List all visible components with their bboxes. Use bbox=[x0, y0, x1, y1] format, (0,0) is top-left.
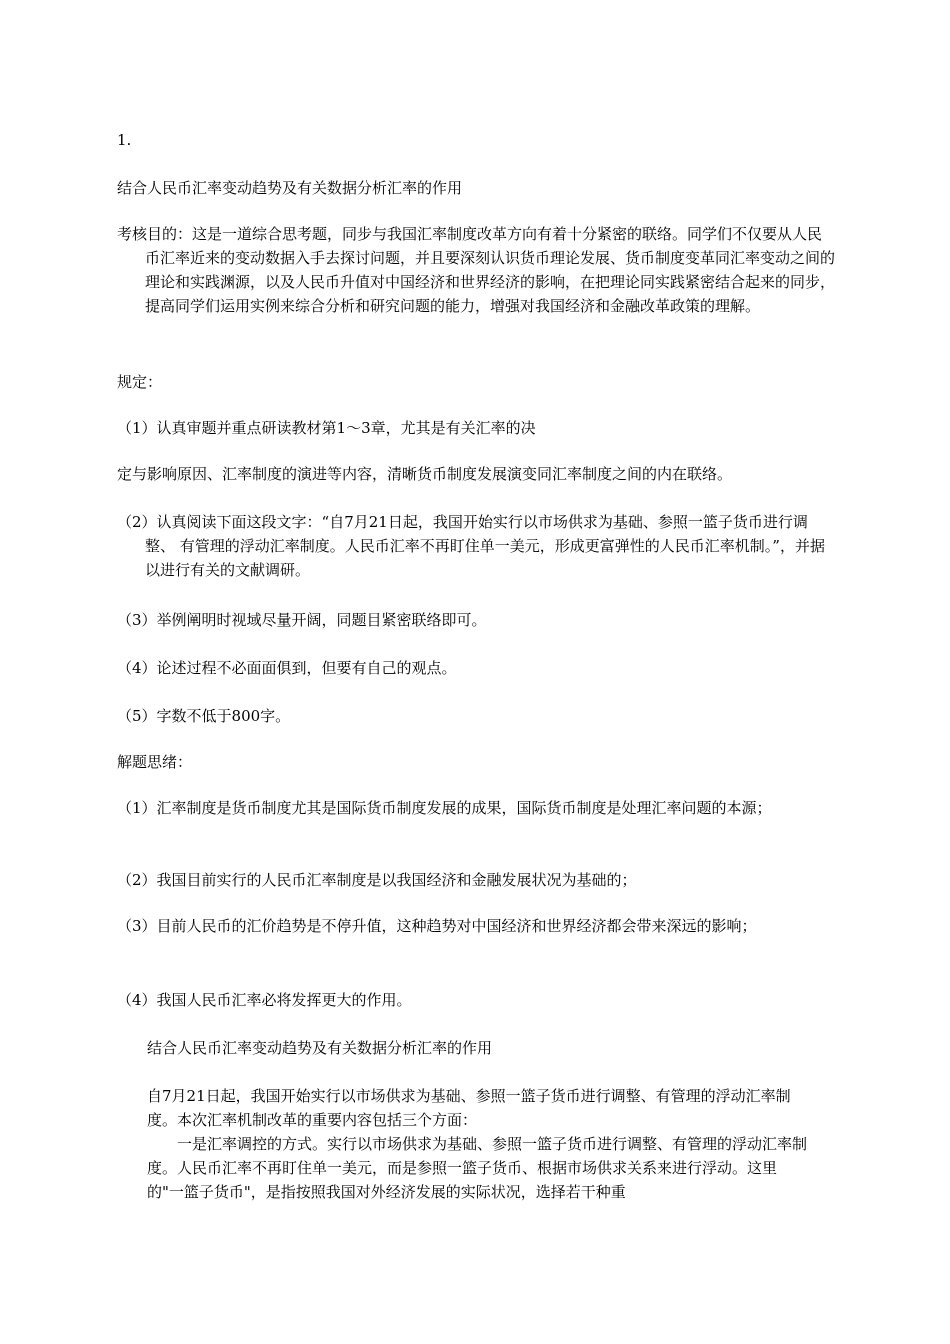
idea-2: （2）我国目前实行的人民币汇率制度是以我国经济和金融发展状况为基础的； bbox=[117, 871, 637, 889]
rules-heading: 规定： bbox=[117, 373, 163, 391]
rule-5: （5）字数不低于800字。 bbox=[117, 707, 291, 725]
idea-1: （1）汇率制度是货币制度尤其是国际货币制度发展的成果，国际货币制度是处理汇率问题的本源； bbox=[117, 799, 772, 817]
rule-4: （4）论述过程不必面面俱到，但要有自己的观点。 bbox=[117, 659, 457, 677]
idea-4: （4）我国人民币汇率必将发挥更大的作用。 bbox=[117, 991, 412, 1009]
item-number: 1. bbox=[117, 131, 132, 149]
rule-1-part-b: 定与影响原因、汇率制度的演进等内容，清晰货币制度发展演变同汇率制度之间的内在联络。 bbox=[117, 465, 733, 483]
ideas-heading: 解题思绪： bbox=[117, 753, 193, 771]
idea-3: （3）目前人民币的汇价趋势是不停升值，这种趋势对中国经济和世界经济都会带来深远的影响； bbox=[117, 917, 757, 935]
essay-paragraph-2: 一是汇率调控的方式。实行以市场供求为基础、参照一篮子货币进行调整、有管理的浮动汇率制度。人民币汇率不再盯住单一美元，而是参照一篮子货币、根据市场供求关系来进行浮动。这里的"一篮子货币"，是指按照我国对外经济发展的实际状况，选择若干种重 bbox=[147, 1135, 808, 1201]
objective-paragraph: 考核目的：这是一道综合思考题，同步与我国汇率制度改革方向有着十分紧密的联络。同学们不仅要从人民币汇率近来的变动数据入手去探讨问题，并且要深刻认识货币理论发展、货币制度变革同汇率变动之间的理论和实践渊源，以及人民币升值对中国经济和世界经济的影响，在把理论同实践紧密结合起来的同步，提高同学们运用实例来综合分析和研究问题的能力，增强对我国经济和金融改革政策的理解。 bbox=[117, 225, 836, 315]
essay-title: 结合人民币汇率变动趋势及有关数据分析汇率的作用 bbox=[147, 1039, 493, 1057]
question-title: 结合人民币汇率变动趋势及有关数据分析汇率的作用 bbox=[117, 179, 463, 197]
essay-paragraph-1: 自7月21日起，我国开始实行以市场供求为基础、参照一篮子货币进行调整、有管理的浮动汇率制度。本次汇率机制改革的重要内容包括三个方面： bbox=[147, 1087, 791, 1129]
rule-1-part-a: （1）认真审题并重点研读教材第1～3章，尤其是有关汇率的决 bbox=[117, 419, 536, 437]
rule-3: （3）举例阐明时视域尽量开阔，同题目紧密联络即可。 bbox=[117, 611, 487, 629]
rule-2: （2）认真阅读下面这段文字：“自7月21日起，我国开始实行以市场供求为基础、参照一篮子货币进行调整、 有管理的浮动汇率制度。人民币汇率不再盯住单一美元，形成更富弹性的人民币汇率机制。”，并据以进行有关的文献调研。 bbox=[117, 513, 825, 579]
